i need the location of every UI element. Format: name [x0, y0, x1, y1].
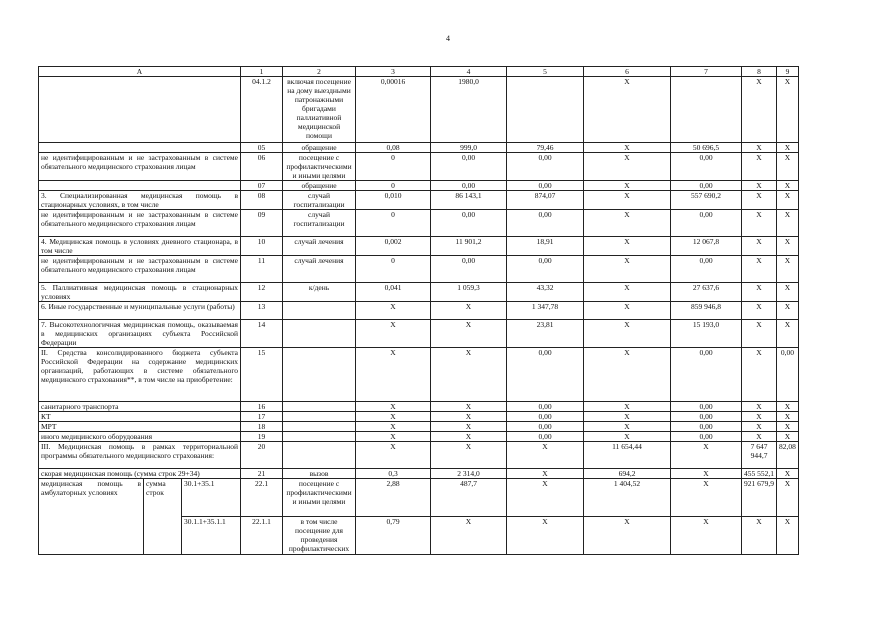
cell-col-4: 1980,0 — [431, 77, 507, 143]
cell-col-7: 859 946,8 — [671, 302, 742, 320]
cell-a: скорая медицинская помощь (сумма строк 29+34) — [39, 469, 241, 479]
cell-col-5: Х — [507, 442, 584, 469]
table-row-split-1 — [39, 479, 799, 517]
cell-col-5: 0,00 — [507, 402, 584, 412]
cell-col-5: 0,00 — [507, 348, 584, 402]
cell-a: II. Средства консолидированного бюджета субъекта Российской Федерации на содержание медицинских организаций, работающих в системе обязательного медицинского страхования**, в том числе на приобретение: — [39, 348, 241, 402]
table-row — [39, 153, 799, 181]
cell-col-6: Х — [584, 348, 671, 402]
table-row — [39, 422, 799, 432]
header-cell-5: 5 — [507, 67, 584, 77]
cell-col-6: Х — [584, 210, 671, 237]
financial-table — [38, 66, 799, 555]
cell-code: 06 — [241, 153, 283, 181]
cell-col-8: Х — [742, 402, 777, 412]
cell-a: иного медицинского оборудования — [39, 432, 241, 442]
cell-a: не идентифицированным и не застрахованным в системе обязательного медицинского страхования лицам — [39, 256, 241, 283]
cell-code: 22.1.1 — [241, 517, 283, 555]
table-row — [39, 442, 799, 469]
cell-code: 13 — [241, 302, 283, 320]
cell-col-9: Х — [777, 237, 799, 256]
cell-col-9: Х — [777, 517, 799, 555]
cell-col-6: Х — [584, 77, 671, 143]
cell-unit: посещение с профилактическими и иными целями — [283, 479, 356, 517]
cell-col-9: 82,08 — [777, 442, 799, 469]
cell-unit — [283, 302, 356, 320]
cell-col-7: Х — [671, 479, 742, 517]
cell-col-3: 0,010 — [356, 191, 431, 210]
cell-col-9: Х — [777, 153, 799, 181]
cell-col-8: Х — [742, 181, 777, 191]
cell-col-5: 1 347,78 — [507, 302, 584, 320]
cell-col-6: Х — [584, 143, 671, 153]
cell-col-8: Х — [742, 302, 777, 320]
cell-col-9: Х — [777, 422, 799, 432]
cell-code: 21 — [241, 469, 283, 479]
cell-col-4: 0,00 — [431, 256, 507, 283]
cell-col-6: Х — [584, 283, 671, 302]
cell-unit — [283, 320, 356, 348]
cell-col-5: 43,32 — [507, 283, 584, 302]
cell-unit — [283, 432, 356, 442]
cell-col-4: 0,00 — [431, 181, 507, 191]
cell-col-8: Х — [742, 256, 777, 283]
cell-col-7: 0,00 — [671, 348, 742, 402]
cell-col-6: Х — [584, 237, 671, 256]
cell-unit: случай лечения — [283, 237, 356, 256]
cell-col-8: Х — [742, 153, 777, 181]
cell-col-5: 0,00 — [507, 412, 584, 422]
cell-unit — [283, 412, 356, 422]
cell-col-3: Х — [356, 412, 431, 422]
table-row — [39, 320, 799, 348]
cell-a — [39, 143, 241, 153]
cell-code: 14 — [241, 320, 283, 348]
cell-col-5: Х — [507, 517, 584, 555]
cell-col-5: 0,00 — [507, 256, 584, 283]
cell-col-3: 0,79 — [356, 517, 431, 555]
table-row — [39, 143, 799, 153]
cell-col-9: Х — [777, 302, 799, 320]
cell-col-6: Х — [584, 181, 671, 191]
cell-col-8: Х — [742, 143, 777, 153]
cell-col-9: Х — [777, 143, 799, 153]
cell-unit: включая посещение на дому выездными патронажными бригадами паллиативной медицинской помощи — [283, 77, 356, 143]
table-row — [39, 469, 799, 479]
cell-col-3: 0,00016 — [356, 77, 431, 143]
cell-col-5: 0,00 — [507, 181, 584, 191]
cell-a-ambulatory: медицинская помощь в амбулаторных условиях — [39, 479, 144, 555]
table-row — [39, 256, 799, 283]
cell-code: 17 — [241, 412, 283, 422]
cell-a — [39, 77, 241, 143]
cell-col-9: Х — [777, 191, 799, 210]
cell-col-7: 50 696,5 — [671, 143, 742, 153]
cell-col-3: 0,3 — [356, 469, 431, 479]
cell-col-9: Х — [777, 469, 799, 479]
cell-ref: 30.1.1+35.1.1 — [182, 517, 241, 555]
cell-col-7: Х — [671, 442, 742, 469]
table-row — [39, 348, 799, 402]
cell-col-3: Х — [356, 442, 431, 469]
cell-code: 04.1.2 — [241, 77, 283, 143]
cell-col-7: 12 067,8 — [671, 237, 742, 256]
cell-col-8: Х — [742, 432, 777, 442]
cell-col-5: 23,81 — [507, 320, 584, 348]
cell-unit: случай госпитализации — [283, 191, 356, 210]
cell-sum-rows-label: сумма строк — [144, 479, 182, 555]
cell-col-4: 0,00 — [431, 210, 507, 237]
cell-col-9: Х — [777, 479, 799, 517]
table-row — [39, 283, 799, 302]
table-row — [39, 402, 799, 412]
cell-col-8: Х — [742, 283, 777, 302]
cell-col-4: 2 314,0 — [431, 469, 507, 479]
cell-col-4: Х — [431, 348, 507, 402]
cell-code: 22.1 — [241, 479, 283, 517]
cell-col-4: Х — [431, 412, 507, 422]
cell-code: 20 — [241, 442, 283, 469]
cell-col-4: 999,0 — [431, 143, 507, 153]
cell-col-7: 0,00 — [671, 153, 742, 181]
cell-col-5: 0,00 — [507, 153, 584, 181]
cell-col-6: Х — [584, 412, 671, 422]
cell-col-7: 0,00 — [671, 422, 742, 432]
cell-code: 09 — [241, 210, 283, 237]
cell-unit — [283, 348, 356, 402]
cell-col-8: 921 679,9 — [742, 479, 777, 517]
cell-col-8: Х — [742, 320, 777, 348]
table-row — [39, 432, 799, 442]
header-cell-9: 9 — [777, 67, 799, 77]
cell-a: 7. Высокотехнологичная медицинская помощь, оказываемая в медицинских организациях субъекта Российской Федерации — [39, 320, 241, 348]
cell-col-6: Х — [584, 256, 671, 283]
cell-col-5: 18,91 — [507, 237, 584, 256]
cell-unit — [283, 422, 356, 432]
cell-col-5: 0,00 — [507, 210, 584, 237]
cell-col-7: 0,00 — [671, 210, 742, 237]
cell-col-7 — [671, 77, 742, 143]
cell-col-5: 874,07 — [507, 191, 584, 210]
cell-unit — [283, 442, 356, 469]
cell-a: не идентифицированным и не застрахованным в системе обязательного медицинского страхования лицам — [39, 153, 241, 181]
cell-col-6: Х — [584, 153, 671, 181]
cell-col-6: Х — [584, 402, 671, 412]
table-row — [39, 77, 799, 143]
header-cell-4: 4 — [431, 67, 507, 77]
cell-col-3: 0 — [356, 256, 431, 283]
cell-a: 6. Иные государственные и муниципальные услуги (работы) — [39, 302, 241, 320]
cell-col-4: Х — [431, 517, 507, 555]
table-header — [39, 67, 799, 77]
cell-col-9: Х — [777, 432, 799, 442]
cell-code: 12 — [241, 283, 283, 302]
cell-code: 05 — [241, 143, 283, 153]
table-row — [39, 412, 799, 422]
cell-col-7: 0,00 — [671, 181, 742, 191]
cell-col-3: Х — [356, 320, 431, 348]
cell-col-6: 1 404,52 — [584, 479, 671, 517]
cell-col-8: 455 552,1 — [742, 469, 777, 479]
cell-col-4: Х — [431, 320, 507, 348]
cell-col-3: Х — [356, 422, 431, 432]
cell-col-4: Х — [431, 302, 507, 320]
cell-col-3: 0 — [356, 210, 431, 237]
cell-col-7: 0,00 — [671, 402, 742, 412]
cell-col-5: Х — [507, 479, 584, 517]
cell-col-6: Х — [584, 302, 671, 320]
cell-col-8: Х — [742, 237, 777, 256]
cell-col-8: Х — [742, 422, 777, 432]
cell-a: 5. Паллиативная медицинская помощь в стационарных условиях — [39, 283, 241, 302]
header-cell-6: 6 — [584, 67, 671, 77]
table-row — [39, 302, 799, 320]
cell-col-5: Х — [507, 469, 584, 479]
cell-col-9: Х — [777, 256, 799, 283]
cell-col-8: Х — [742, 348, 777, 402]
cell-col-9: Х — [777, 283, 799, 302]
cell-col-7: Х — [671, 517, 742, 555]
page-number: 4 — [446, 34, 450, 43]
cell-col-4: Х — [431, 422, 507, 432]
cell-col-9: Х — [777, 402, 799, 412]
cell-col-9: Х — [777, 320, 799, 348]
cell-col-3: Х — [356, 402, 431, 412]
cell-code: 07 — [241, 181, 283, 191]
cell-col-4: 11 901,2 — [431, 237, 507, 256]
cell-col-3: 0,08 — [356, 143, 431, 153]
cell-col-8: 7 647 944,7 — [742, 442, 777, 469]
cell-col-8: Х — [742, 412, 777, 422]
cell-code: 08 — [241, 191, 283, 210]
cell-col-6: Х — [584, 517, 671, 555]
cell-unit: случай госпитализации — [283, 210, 356, 237]
cell-a: III. Медицинская помощь в рамках территориальной программы обязательного медицинского страхования: — [39, 442, 241, 469]
cell-col-3: 2,88 — [356, 479, 431, 517]
cell-code: 19 — [241, 432, 283, 442]
cell-col-4: 487,7 — [431, 479, 507, 517]
header-cell-7: 7 — [671, 67, 742, 77]
header-cell-8: 8 — [742, 67, 777, 77]
cell-col-7: 0,00 — [671, 256, 742, 283]
cell-unit: в том числе посещение для проведения профилактических — [283, 517, 356, 555]
cell-col-4: Х — [431, 442, 507, 469]
cell-code: 15 — [241, 348, 283, 402]
cell-col-5 — [507, 77, 584, 143]
cell-col-3: Х — [356, 348, 431, 402]
cell-col-9: 0,00 — [777, 348, 799, 402]
cell-a: не идентифицированным и не застрахованным в системе обязательного медицинского страхования лицам — [39, 210, 241, 237]
cell-code: 18 — [241, 422, 283, 432]
cell-unit: к/день — [283, 283, 356, 302]
cell-col-9: Х — [777, 181, 799, 191]
cell-col-8: Х — [742, 517, 777, 555]
cell-col-7: Х — [671, 469, 742, 479]
table-row — [39, 191, 799, 210]
cell-a: МРТ — [39, 422, 241, 432]
cell-a — [39, 181, 241, 191]
cell-col-6: 11 654,44 — [584, 442, 671, 469]
cell-col-6: Х — [584, 432, 671, 442]
cell-col-9: Х — [777, 77, 799, 143]
cell-col-3: 0,041 — [356, 283, 431, 302]
cell-code: 11 — [241, 256, 283, 283]
cell-unit: вызов — [283, 469, 356, 479]
table-row — [39, 237, 799, 256]
cell-col-4: 86 143,1 — [431, 191, 507, 210]
cell-col-9: Х — [777, 412, 799, 422]
cell-col-9: Х — [777, 210, 799, 237]
cell-col-6: Х — [584, 191, 671, 210]
cell-col-6: Х — [584, 320, 671, 348]
cell-col-3: Х — [356, 432, 431, 442]
cell-unit: обращение — [283, 181, 356, 191]
cell-col-5: 0,00 — [507, 422, 584, 432]
cell-col-7: 27 637,6 — [671, 283, 742, 302]
table-row — [39, 210, 799, 237]
cell-a: КТ — [39, 412, 241, 422]
cell-ref: 30.1+35.1 — [182, 479, 241, 517]
table-row — [39, 181, 799, 191]
cell-col-4: 1 059,3 — [431, 283, 507, 302]
header-cell-2: 2 — [283, 67, 356, 77]
cell-col-3: 0,002 — [356, 237, 431, 256]
cell-a: санитарного транспорта — [39, 402, 241, 412]
cell-col-4: 0,00 — [431, 153, 507, 181]
cell-col-7: 557 690,2 — [671, 191, 742, 210]
cell-col-7: 15 193,0 — [671, 320, 742, 348]
cell-a: 4. Медицинская помощь в условиях дневного стационара, в том числе — [39, 237, 241, 256]
header-cell-1: 1 — [241, 67, 283, 77]
cell-a: 3. Специализированная медицинская помощь в стационарных условиях, в том числе — [39, 191, 241, 210]
cell-code: 10 — [241, 237, 283, 256]
cell-code: 16 — [241, 402, 283, 412]
header-cell-3: 3 — [356, 67, 431, 77]
cell-col-8: Х — [742, 210, 777, 237]
cell-col-4: Х — [431, 432, 507, 442]
cell-col-3: Х — [356, 302, 431, 320]
cell-col-5: 79,46 — [507, 143, 584, 153]
cell-col-6: Х — [584, 422, 671, 432]
cell-col-6: 694,2 — [584, 469, 671, 479]
cell-col-4: Х — [431, 402, 507, 412]
cell-unit: случай лечения — [283, 256, 356, 283]
cell-col-3: 0 — [356, 181, 431, 191]
cell-col-8: Х — [742, 77, 777, 143]
cell-col-8: Х — [742, 191, 777, 210]
cell-unit: обращение — [283, 143, 356, 153]
cell-col-5: 0,00 — [507, 432, 584, 442]
cell-unit — [283, 402, 356, 412]
cell-col-3: 0 — [356, 153, 431, 181]
table-body — [39, 77, 799, 555]
cell-unit: посещение с профилактическими и иными целями — [283, 153, 356, 181]
cell-col-7: 0,00 — [671, 432, 742, 442]
header-cell-a: А — [39, 67, 241, 77]
cell-col-7: 0,00 — [671, 412, 742, 422]
